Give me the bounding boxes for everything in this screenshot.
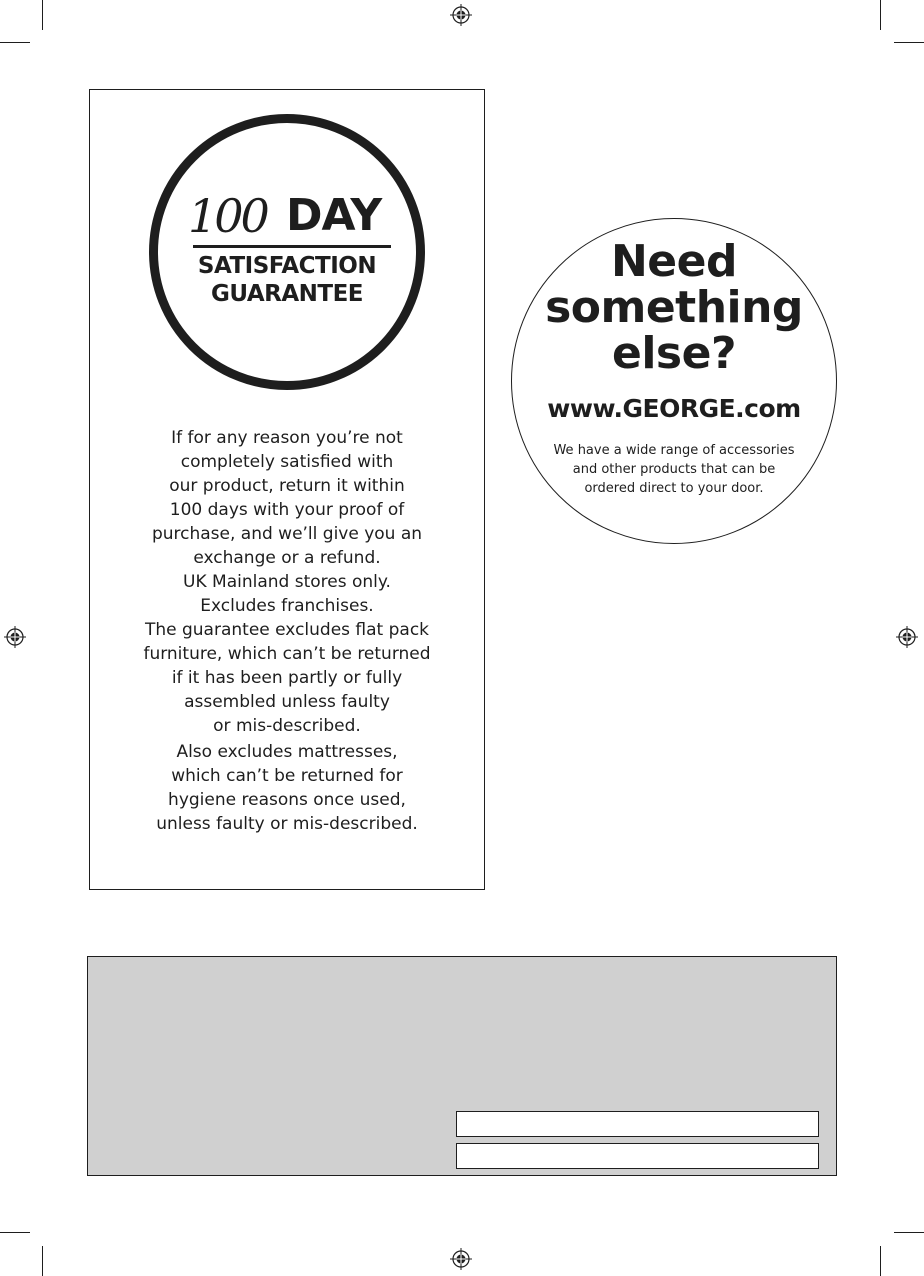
badge-divider [193, 245, 391, 248]
promo-circle [511, 218, 837, 544]
terms-line: The guarantee excludes flat pack [144, 620, 430, 640]
crop-mark [894, 1232, 924, 1233]
registration-mark-icon [4, 626, 26, 648]
crop-mark [42, 1246, 43, 1276]
crop-mark [880, 1246, 881, 1276]
registration-mark-icon [450, 4, 472, 26]
crop-mark [0, 1232, 30, 1233]
promo-description-line: ordered direct to your door. [584, 481, 764, 496]
terms-line: exchange or a refund. [193, 548, 381, 568]
crop-mark [0, 42, 30, 43]
terms-line: Excludes franchises. [200, 596, 374, 616]
blank-field [456, 1143, 819, 1169]
terms-line: if it has been partly or fully [171, 668, 403, 688]
promo-description-line: We have a wide range of accessories [553, 443, 795, 458]
crop-mark [880, 0, 881, 30]
promo-title-line: Need [610, 236, 737, 287]
guarantee-badge [149, 114, 425, 390]
guarantee-box [89, 89, 485, 890]
terms-line: our product, return it within [169, 476, 405, 496]
badge-number: 100 [188, 189, 267, 243]
crop-mark [894, 42, 924, 43]
blank-field [456, 1111, 819, 1137]
terms-line: purchase, and we’ll give you an [151, 524, 423, 544]
info-panel [87, 956, 837, 1176]
badge-line-guarantee: GUARANTEE [210, 281, 364, 307]
crop-mark [42, 0, 43, 30]
terms-line: assembled unless faulty [184, 692, 390, 712]
terms-line: or mis-described. [213, 716, 361, 736]
mattress-terms [90, 740, 484, 836]
terms-line: If for any reason you’re not [171, 428, 403, 448]
badge-line-satisfaction: SATISFACTION [197, 253, 377, 279]
terms-line: Also excludes mattresses, [176, 742, 398, 762]
terms-line: 100 days with your proof of [169, 500, 405, 520]
terms-line: hygiene reasons once used, [168, 790, 406, 810]
terms-line: unless faulty or mis-described. [156, 814, 418, 834]
terms-line: furniture, which can’t be returned [143, 644, 431, 664]
terms-line: which can’t be returned for [171, 766, 403, 786]
guarantee-terms [90, 426, 484, 738]
promo-description [512, 441, 836, 498]
terms-line: completely satisfied with [180, 452, 394, 472]
terms-line: UK Mainland stores only. [183, 572, 391, 592]
badge-day: DAY [286, 190, 382, 241]
registration-mark-icon [450, 1248, 472, 1270]
registration-mark-icon [896, 626, 918, 648]
promo-title-line: else? [612, 328, 736, 379]
promo-title [512, 236, 836, 379]
promo-description-line: and other products that can be [572, 462, 776, 477]
promo-url: www.GEORGE.com [547, 394, 801, 423]
promo-title-line: something [545, 282, 803, 333]
